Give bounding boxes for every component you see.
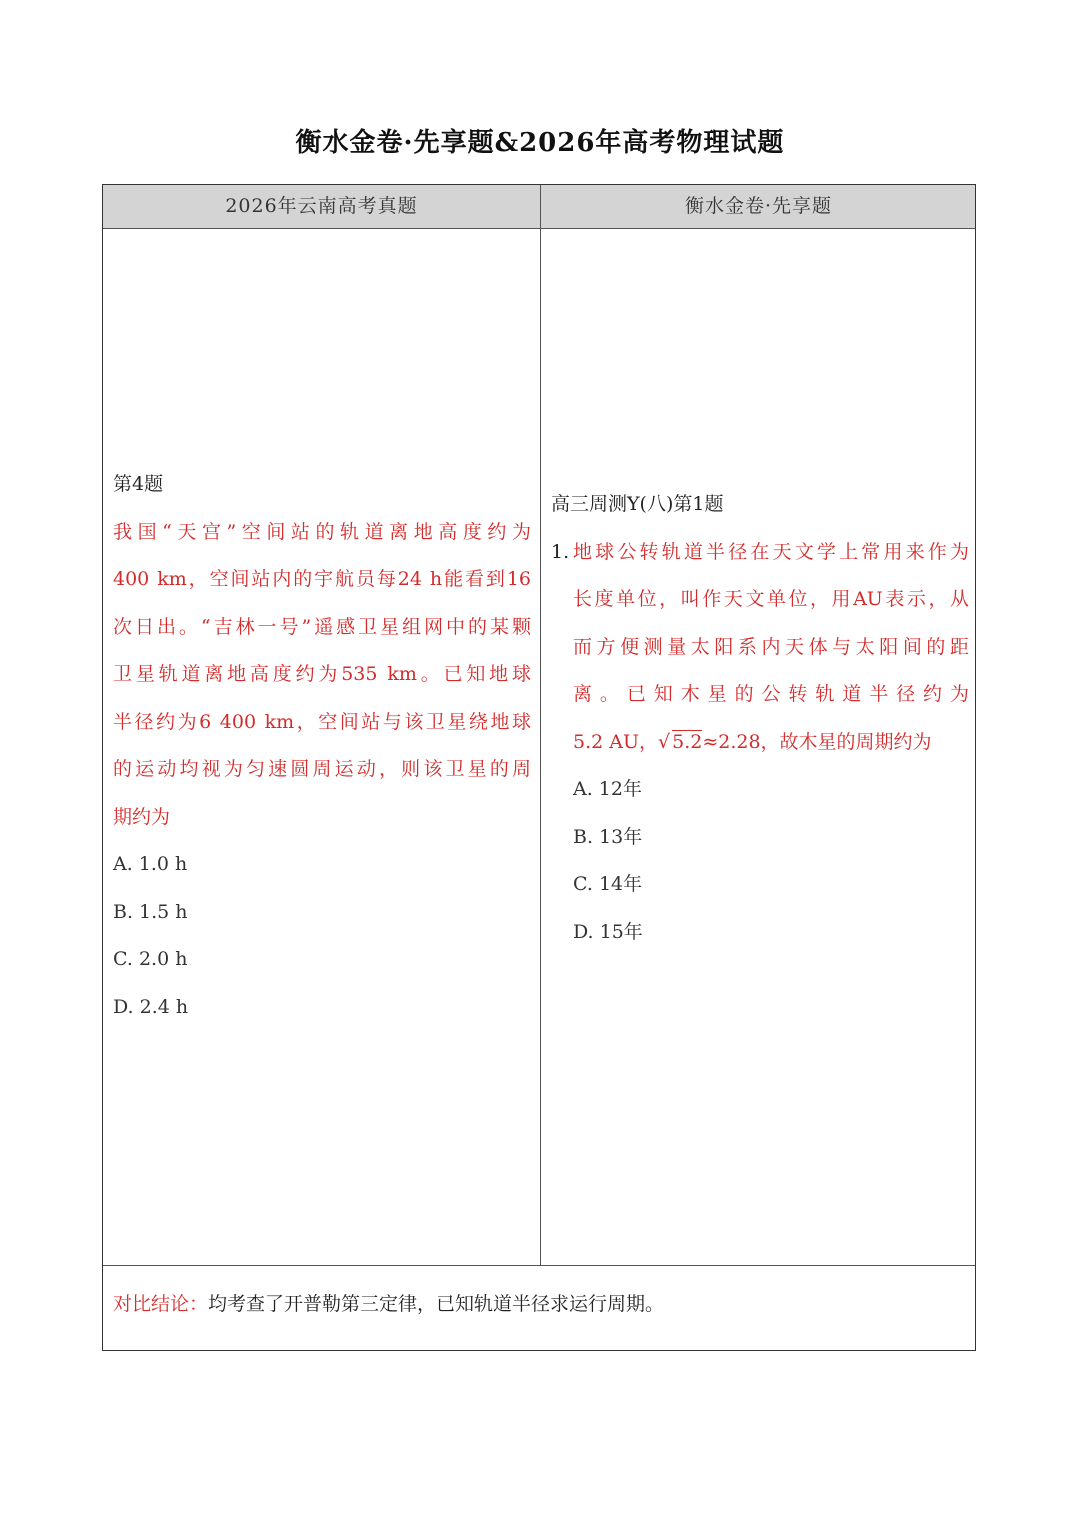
left-stem-line: 卫星轨道离地高度约为535 km。已知地球	[113, 663, 531, 685]
left-stem-line: 的运动均视为匀速圆周运动，则该卫星的周	[113, 758, 531, 780]
conclusion-label: 对比结论：	[113, 1293, 209, 1315]
right-option-a: A. 12年	[573, 778, 642, 800]
left-stem-line: 我国“天宫”空间站的轨道离地高度约为	[113, 520, 531, 543]
page-title: 衡水金卷·先享题&2026年高考物理试题	[295, 128, 785, 158]
left-stem-line: 次日出。“吉林一号”遥感卫星组网中的某颗	[113, 615, 531, 638]
left-question-label: 第4题	[113, 473, 164, 495]
right-option-b: B. 13年	[573, 825, 643, 848]
right-stem-post: ≈2.28，故木星的周期约为	[702, 730, 932, 753]
right-stem-line: 长度单位，叫作天文单位，用AU表示，从	[573, 588, 969, 610]
comparison-conclusion	[113, 1289, 664, 1316]
left-stem-line: 半径约为6 400 km，空间站与该卫星绕地球	[113, 710, 531, 733]
header-left: 2026年云南高考真题	[225, 195, 418, 217]
sqrt-content: 5.2	[672, 730, 703, 753]
right-question-label: 高三周测Y(八)第1题	[551, 493, 724, 515]
comparison-table	[102, 184, 976, 1351]
row-divider	[103, 1265, 975, 1266]
right-stem-pre: 5.2 AU，	[573, 730, 658, 753]
left-option-a: A. 1.0 h	[113, 853, 188, 875]
right-option-c: C. 14年	[573, 873, 643, 895]
left-question	[113, 461, 531, 1031]
left-stem-line: 400 km，空间站内的宇航员每24 h能看到16	[113, 568, 531, 590]
right-stem-line: 离。已知木星的公转轨道半径约为	[573, 683, 969, 705]
column-divider	[540, 185, 541, 1265]
right-question	[551, 481, 969, 956]
right-option-d: D. 15年	[573, 920, 643, 943]
header-right: 衡水金卷·先享题	[684, 195, 833, 217]
right-stem-last-line	[551, 719, 969, 767]
right-question-number: 1.	[551, 540, 570, 563]
sqrt-symbol: √	[658, 730, 671, 753]
table-header	[103, 185, 975, 229]
right-stem-line: 而方便测量太阳系内天体与太阳间的距	[573, 635, 969, 658]
right-stem-line: 地球公转轨道半径在天文学上常用来作为	[573, 540, 969, 563]
left-option-b: B. 1.5 h	[113, 900, 188, 923]
left-option-c: C. 2.0 h	[113, 948, 188, 970]
left-stem-line: 期约为	[113, 805, 171, 828]
left-option-d: D. 2.4 h	[113, 995, 189, 1018]
conclusion-text: 均考查了开普勒第三定律，已知轨道半径求运行周期。	[208, 1293, 665, 1315]
